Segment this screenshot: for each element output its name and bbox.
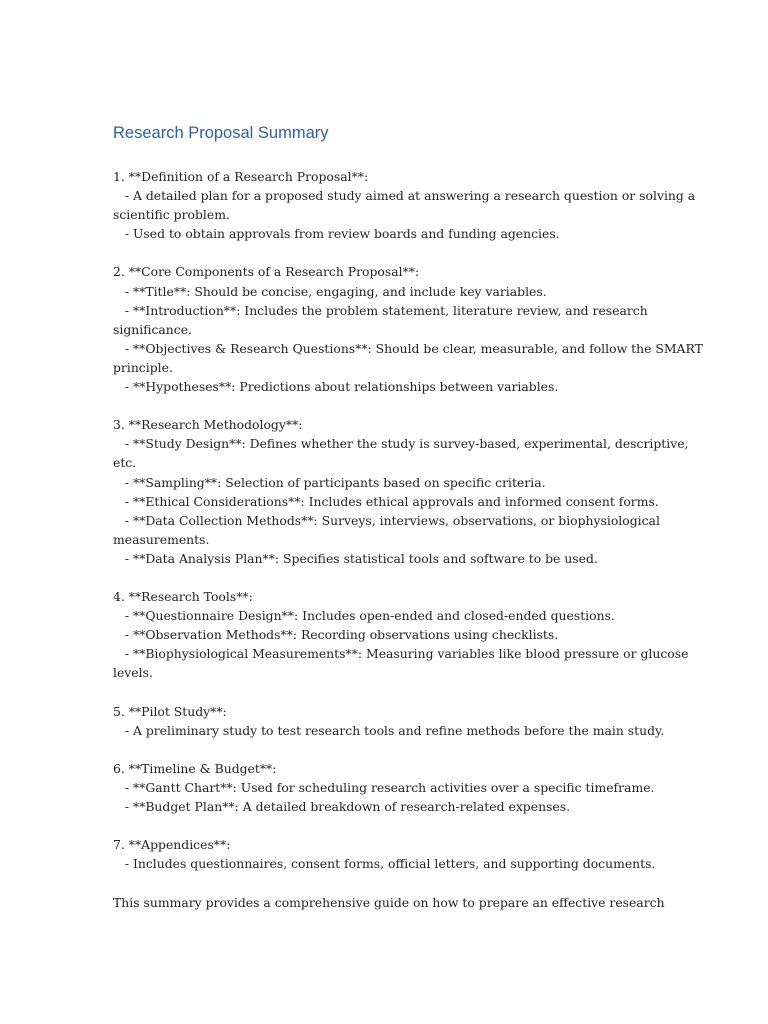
text-line: 5. **Pilot Study**: <box>113 703 227 719</box>
blank-line <box>113 740 663 759</box>
blank-line <box>113 396 663 415</box>
text-line: 3. **Research Methodology**: <box>113 417 303 433</box>
text-line: - **Data Analysis Plan**: Specifies statistical tools and software to be used. <box>113 550 598 566</box>
text-line: - A detailed plan for a proposed study aimed at answering a research question or solving a <box>113 188 696 204</box>
text-line: 1. **Definition of a Research Proposal**: <box>113 169 369 184</box>
text-line: 4. **Research Tools**: <box>113 589 253 605</box>
text-line: - **Introduction**: Includes the problem statement, literature review, and research <box>113 302 648 318</box>
text-line: 2. **Core Components of a Research Proposal**: <box>113 264 420 280</box>
text-line: principle. <box>113 359 173 375</box>
text-line: - Used to obtain approvals from review boards and funding agencies. <box>113 226 560 242</box>
blank-line <box>113 568 663 587</box>
text-line: significance. <box>113 321 192 337</box>
blank-line <box>113 816 663 835</box>
text-line: - **Objectives & Research Questions**: Should be clear, measurable, and follow the SMART <box>113 340 703 356</box>
text-line: - **Data Collection Methods**: Surveys, interviews, observations, or biophysiological <box>113 512 660 528</box>
text-line: measurements. <box>113 531 210 547</box>
text-line: scientific problem. <box>113 207 230 223</box>
text-line: 7. **Appendices**: <box>113 837 231 853</box>
text-line: - **Ethical Considerations**: Includes ethical approvals and informed consent forms. <box>113 493 659 509</box>
blank-line <box>113 873 663 892</box>
blank-line <box>113 243 663 262</box>
document-body <box>113 167 703 912</box>
text-line: 6. **Timeline & Budget**: <box>113 760 277 776</box>
text-line: - **Study Design**: Defines whether the study is survey-based, experimental, descriptive, <box>113 436 689 452</box>
text-line: - Includes questionnaires, consent forms, official letters, and supporting documents. <box>113 856 656 872</box>
text-line: - **Hypotheses**: Predictions about relationships between variables. <box>113 379 559 395</box>
text-line: etc. <box>113 455 137 471</box>
text-line: - A preliminary study to test research tools and refine methods before the main study. <box>113 722 665 738</box>
text-line: - **Gantt Chart**: Used for scheduling research activities over a specific timeframe. <box>113 780 655 795</box>
text-line: - **Biophysiological Measurements**: Measuring variables like blood pressure or glucose <box>113 646 689 662</box>
document-title: Research Proposal Summary <box>113 124 329 142</box>
text-line: - **Title**: Should be concise, engaging, and include key variables. <box>113 283 547 299</box>
text-line: - **Questionnaire Design**: Includes open-ended and closed-ended questions. <box>113 608 615 624</box>
text-line: levels. <box>113 665 153 681</box>
text-line: - **Observation Methods**: Recording observations using checklists. <box>113 627 559 643</box>
blank-line <box>113 683 663 702</box>
text-line: This summary provides a comprehensive guide on how to prepare an effective research <box>113 894 665 910</box>
text-line: - **Sampling**: Selection of participants based on specific criteria. <box>113 474 546 490</box>
text-line: - **Budget Plan**: A detailed breakdown of research-related expenses. <box>113 799 571 815</box>
